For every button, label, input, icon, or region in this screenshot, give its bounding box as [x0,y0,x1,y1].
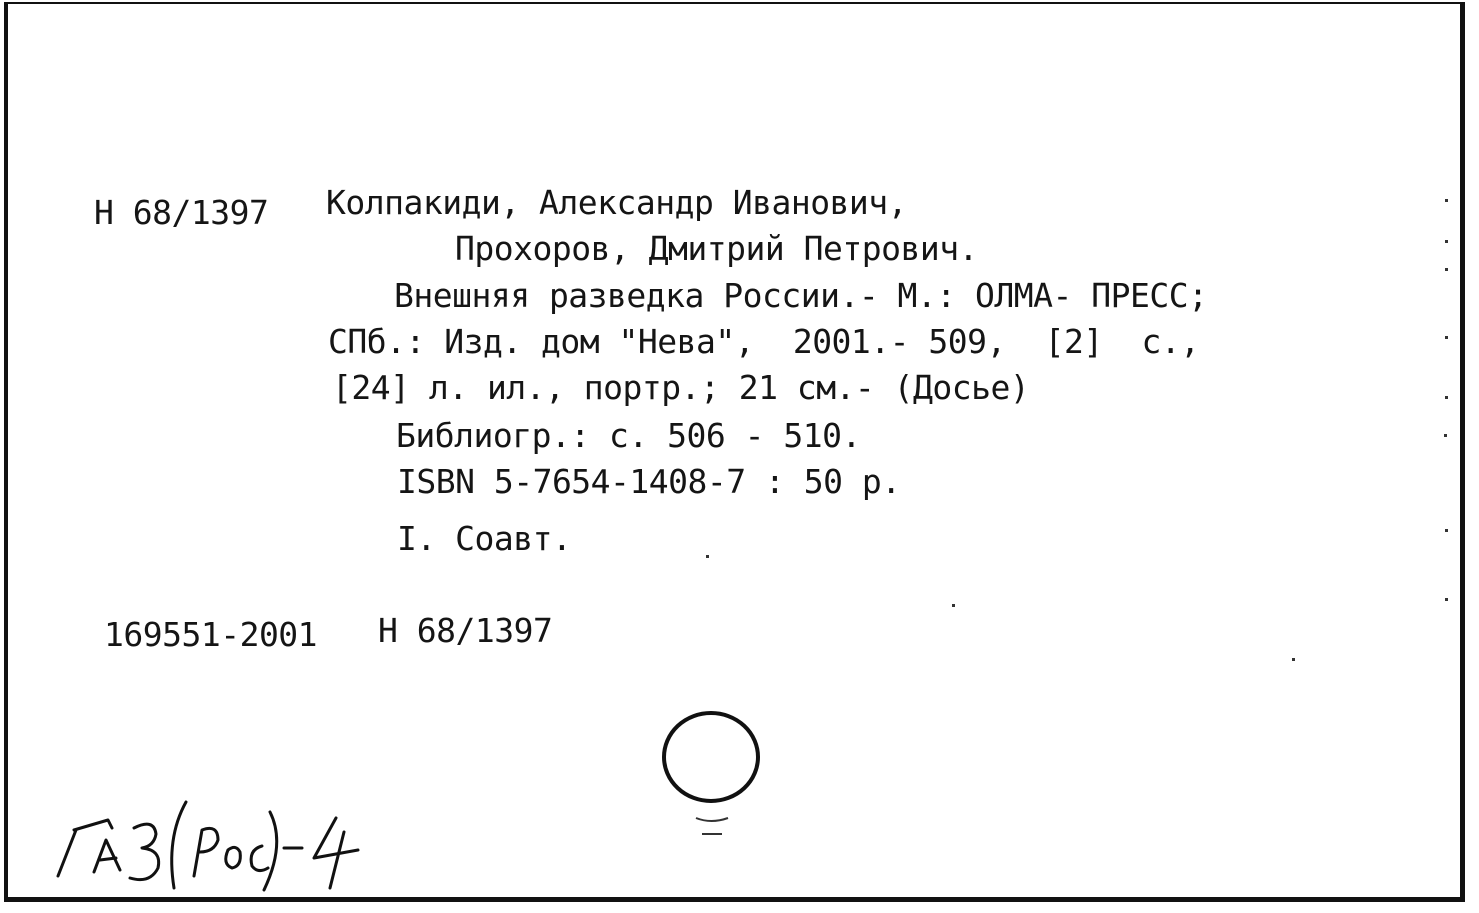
author-line: Колпакиди, Александр Иванович, [326,183,908,222]
scan-speck [1445,240,1448,243]
scan-speck [1445,199,1448,202]
call-number: Н 68/1397 [94,193,269,232]
coauthor-line: Прохоров, Дмитрий Петрович. [455,229,978,268]
handwritten-shelf-mark [46,788,376,898]
scan-speck [1445,336,1448,339]
title-line: Внешняя разведка России.- М.: ОЛМА- ПРЕСС; [394,276,1208,315]
scan-speck [1445,268,1448,271]
scan-speck [1292,658,1295,661]
isbn-line: ISBN 5-7654-1408-7 : 50 р. [397,462,901,501]
publication-line: СПб.: Изд. дом "Нева", 2001.- 509, [2] с., [328,322,1200,361]
scan-speck [706,555,709,558]
inventory-number: 169551-2001 [104,615,318,654]
scan-speck [1445,529,1448,532]
scan-speck [952,604,955,607]
coauthor-entry: I. Соавт. [397,519,572,558]
scan-speck [1445,396,1448,399]
punch-hole-icon [656,706,766,846]
inventory-call-number: Н 68/1397 [378,611,553,650]
bibliography-line: Библиогр.: с. 506 - 510. [396,416,861,455]
scan-speck [1444,434,1447,437]
scan-speck [1445,598,1448,601]
physical-description-line: [24] л. ил., портр.; 21 см.- (Досье) [332,368,1030,407]
